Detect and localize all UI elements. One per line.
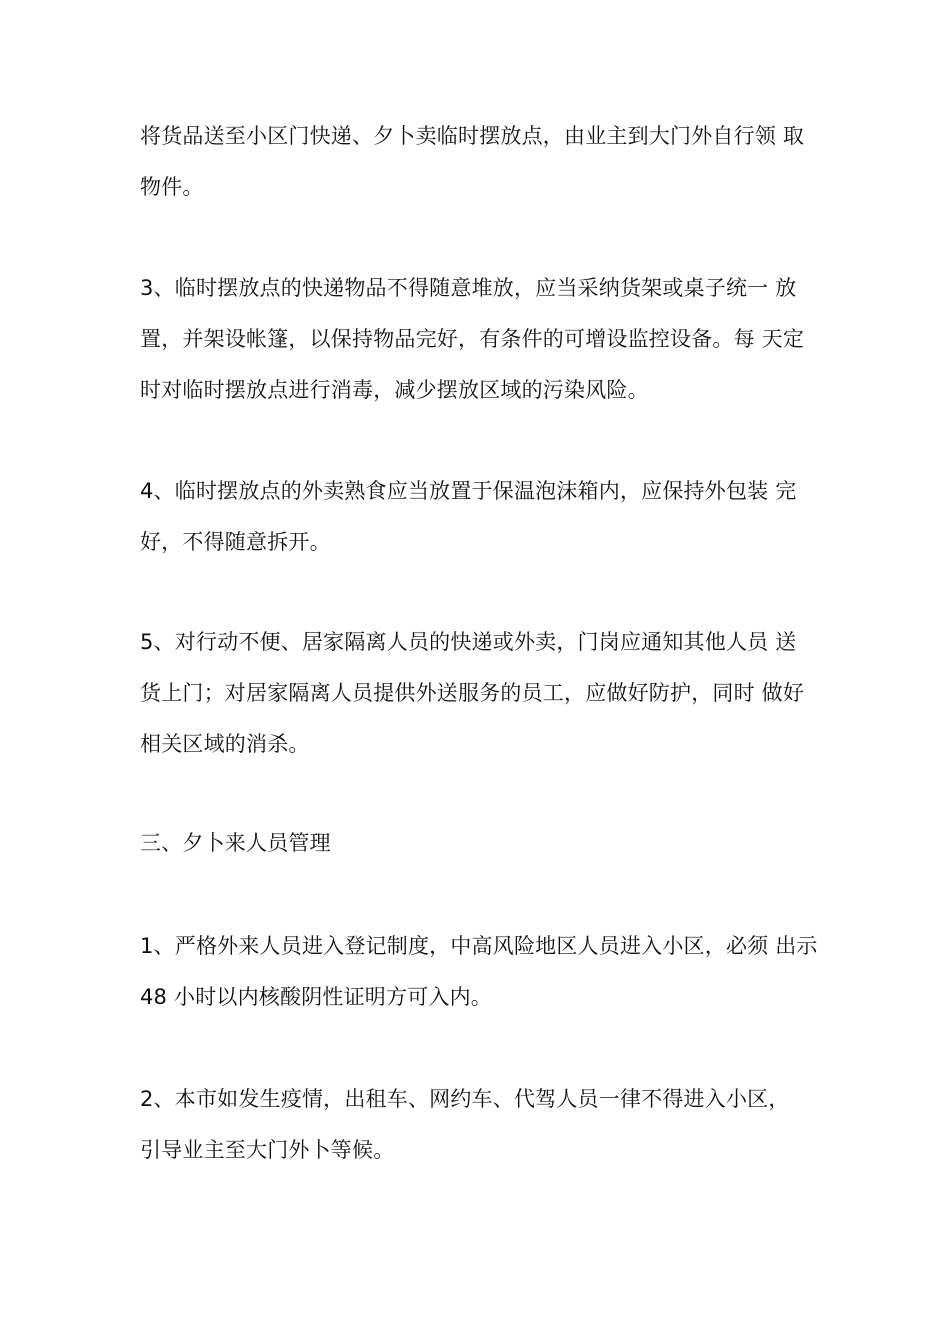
paragraph-delivery-pickup <box>140 111 820 213</box>
text-line: 3、临时摆放点的快递物品不得随意堆放，应当采纳货架或桌子统一 放 <box>140 276 797 300</box>
text-line: 4、临时摆放点的外卖熟食应当放置于保温泡沫箱内，应保持外包装 完 <box>140 479 797 503</box>
section-heading-text: 三、夕卜来人员管理 <box>140 831 331 855</box>
text-line: 2、本市如发生疫情，出租车、网约车、代驾人员一律不得进入小区， <box>140 1087 790 1111</box>
text-line: 1、严格外来人员进入登记制度，中高风险地区人员进入小区，必须 出示 <box>140 934 818 958</box>
paragraph-visitor-item-2 <box>140 1074 820 1176</box>
section-heading-visitor-management <box>140 818 820 869</box>
paragraph-visitor-item-1 <box>140 921 820 1023</box>
text-line: 物件。 <box>140 175 204 199</box>
text-line: 好，不得随意拆开。 <box>140 530 331 554</box>
paragraph-item-3 <box>140 263 820 416</box>
text-line: 置，并架设帐篷，以保持物品完好，有条件的可增设监控设备。每 天定 <box>140 327 805 351</box>
text-line: 将货品送至小区门快递、夕卜卖临时摆放点，由业主到大门外自行领 取 <box>140 124 805 148</box>
text-line: 货上门；对居家隔离人员提供外送服务的员工，应做好防护，同时 做好 <box>140 681 805 705</box>
text-line: 引导业主至大门外卜等候。 <box>140 1138 395 1162</box>
text-line: 相关区域的消杀。 <box>140 732 310 756</box>
paragraph-item-5 <box>140 617 820 770</box>
text-line: 5、对行动不便、居家隔离人员的快递或外卖，门岗应通知其他人员 送 <box>140 630 797 654</box>
text-line: 时对临时摆放点进行消毒，减少摆放区域的污染风险。 <box>140 378 649 402</box>
paragraph-item-4 <box>140 466 820 568</box>
text-line: 48 小时以内核酸阴性证明方可入内。 <box>140 985 492 1009</box>
